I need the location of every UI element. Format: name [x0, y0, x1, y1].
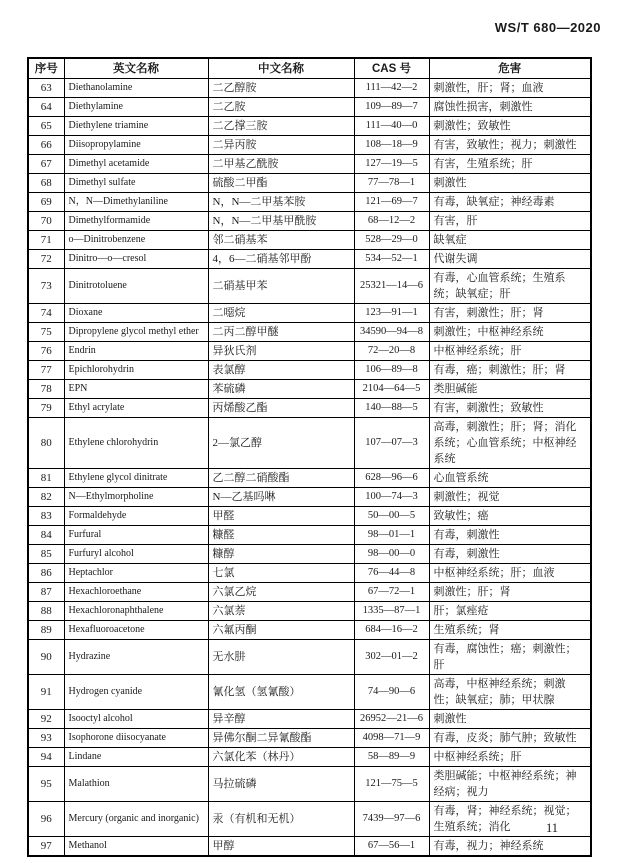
cell-index: 85: [28, 545, 64, 564]
table-row: [28, 488, 591, 507]
cell-hazard: 心血管系统: [429, 469, 591, 488]
cell-cas-number: 1335—87—1: [354, 602, 429, 621]
cell-english-name: Mercury (organic and inorganic): [64, 802, 208, 837]
cell-index: 74: [28, 304, 64, 323]
cell-hazard: 刺激性，肝；肾；血液: [429, 79, 591, 98]
cell-chinese-name: 二甲基乙酰胺: [208, 155, 354, 174]
cell-index: 67: [28, 155, 64, 174]
cell-english-name: Hydrazine: [64, 640, 208, 675]
cell-english-name: Hexachloroethane: [64, 583, 208, 602]
cell-cas-number: 123—91—1: [354, 304, 429, 323]
cell-index: 66: [28, 136, 64, 155]
cell-chinese-name: 甲醇: [208, 837, 354, 857]
cell-chinese-name: 七氯: [208, 564, 354, 583]
cell-index: 71: [28, 231, 64, 250]
cell-cas-number: 4098—71—9: [354, 729, 429, 748]
cell-index: 77: [28, 361, 64, 380]
cell-chinese-name: 六氟丙酮: [208, 621, 354, 640]
table-row: [28, 304, 591, 323]
cell-hazard: 有毒，缺氧症；神经毒素: [429, 193, 591, 212]
cell-english-name: Formaldehyde: [64, 507, 208, 526]
cell-english-name: Furfuryl alcohol: [64, 545, 208, 564]
cell-chinese-name: N，N—二甲基苯胺: [208, 193, 354, 212]
cell-index: 96: [28, 802, 64, 837]
table-row: [28, 583, 591, 602]
header-cell-english-name: 英文名称: [64, 58, 208, 79]
header-cell-cas-number: CAS 号: [354, 58, 429, 79]
cell-english-name: Epichlorohydrin: [64, 361, 208, 380]
cell-hazard: 高毒，刺激性；肝；肾；消化系统；心血管系统；中枢神经系统: [429, 418, 591, 469]
cell-hazard: 有毒，视力；神经系统: [429, 837, 591, 857]
cell-english-name: Diisopropylamine: [64, 136, 208, 155]
cell-english-name: Isooctyl alcohol: [64, 710, 208, 729]
chemicals-hazard-table: [27, 57, 592, 857]
cell-index: 82: [28, 488, 64, 507]
cell-chinese-name: 二乙胺: [208, 98, 354, 117]
table-row: [28, 136, 591, 155]
cell-index: 80: [28, 418, 64, 469]
cell-chinese-name: 六氯乙烷: [208, 583, 354, 602]
cell-hazard: 缺氧症: [429, 231, 591, 250]
cell-cas-number: 50—00—5: [354, 507, 429, 526]
cell-index: 89: [28, 621, 64, 640]
cell-cas-number: 34590—94—8: [354, 323, 429, 342]
standard-doc-code: WS/T 680—2020: [494, 20, 601, 35]
cell-english-name: Dimethyl sulfate: [64, 174, 208, 193]
cell-cas-number: 140—88—5: [354, 399, 429, 418]
cell-english-name: Dioxane: [64, 304, 208, 323]
cell-index: 97: [28, 837, 64, 857]
cell-hazard: 有毒，腐蚀性；癌；刺激性；肝: [429, 640, 591, 675]
cell-cas-number: 7439—97—6: [354, 802, 429, 837]
cell-chinese-name: 马拉硫磷: [208, 767, 354, 802]
cell-cas-number: 121—75—5: [354, 767, 429, 802]
cell-english-name: Lindane: [64, 748, 208, 767]
cell-cas-number: 100—74—3: [354, 488, 429, 507]
cell-english-name: Diethylene triamine: [64, 117, 208, 136]
cell-hazard: 有害，致敏性；视力；刺激性: [429, 136, 591, 155]
cell-english-name: Malathion: [64, 767, 208, 802]
table-row: [28, 98, 591, 117]
cell-index: 92: [28, 710, 64, 729]
cell-english-name: N，N—Dimethylaniline: [64, 193, 208, 212]
cell-cas-number: 108—18—9: [354, 136, 429, 155]
table-row: [28, 469, 591, 488]
cell-hazard: 刺激性；致敏性: [429, 117, 591, 136]
table-row: [28, 526, 591, 545]
table-row: [28, 269, 591, 304]
cell-index: 86: [28, 564, 64, 583]
table-row: [28, 545, 591, 564]
cell-cas-number: 111—40—0: [354, 117, 429, 136]
page-number: 11: [546, 821, 559, 835]
cell-cas-number: 2104—64—5: [354, 380, 429, 399]
cell-cas-number: 98—00—0: [354, 545, 429, 564]
table-row: [28, 361, 591, 380]
cell-english-name: Dinitro—o—cresol: [64, 250, 208, 269]
table-row: [28, 640, 591, 675]
cell-cas-number: 74—90—6: [354, 675, 429, 710]
cell-hazard: 中枢神经系统；肝: [429, 748, 591, 767]
table-row: [28, 564, 591, 583]
table-row: [28, 174, 591, 193]
table-row: [28, 193, 591, 212]
cell-index: 76: [28, 342, 64, 361]
cell-hazard: 致敏性；癌: [429, 507, 591, 526]
table-row: [28, 507, 591, 526]
cell-index: 90: [28, 640, 64, 675]
cell-hazard: 类胆碱能: [429, 380, 591, 399]
cell-cas-number: 68—12—2: [354, 212, 429, 231]
cell-hazard: 刺激性；视觉: [429, 488, 591, 507]
cell-chinese-name: 异狄氏剂: [208, 342, 354, 361]
table-row: [28, 250, 591, 269]
cell-chinese-name: 表氯醇: [208, 361, 354, 380]
cell-cas-number: 58—89—9: [354, 748, 429, 767]
table-row: [28, 323, 591, 342]
cell-chinese-name: 汞（有机和无机）: [208, 802, 354, 837]
table-row: [28, 837, 591, 857]
cell-cas-number: 26952—21—6: [354, 710, 429, 729]
cell-index: 73: [28, 269, 64, 304]
cell-cas-number: 684—16—2: [354, 621, 429, 640]
cell-index: 69: [28, 193, 64, 212]
cell-hazard: 有害，刺激性；肝；肾: [429, 304, 591, 323]
cell-chinese-name: 氰化氢（氢氰酸）: [208, 675, 354, 710]
table-row: [28, 802, 591, 837]
cell-hazard: 刺激性；肝；肾: [429, 583, 591, 602]
cell-index: 64: [28, 98, 64, 117]
cell-cas-number: 121—69—7: [354, 193, 429, 212]
cell-english-name: Heptachlor: [64, 564, 208, 583]
cell-chinese-name: 丙烯酸乙酯: [208, 399, 354, 418]
cell-chinese-name: 硫酸二甲酯: [208, 174, 354, 193]
cell-hazard: 类胆碱能；中枢神经系统；神经病；视力: [429, 767, 591, 802]
cell-hazard: 有毒，癌；刺激性；肝；肾: [429, 361, 591, 380]
cell-english-name: Diethanolamine: [64, 79, 208, 98]
cell-chinese-name: 二异丙胺: [208, 136, 354, 155]
cell-cas-number: 77—78—1: [354, 174, 429, 193]
cell-cas-number: 534—52—1: [354, 250, 429, 269]
cell-cas-number: 111—42—2: [354, 79, 429, 98]
cell-english-name: N—Ethylmorpholine: [64, 488, 208, 507]
cell-hazard: 有毒，肾；神经系统；视觉；生殖系统；消化: [429, 802, 591, 837]
table-row: [28, 729, 591, 748]
cell-hazard: 刺激性；中枢神经系统: [429, 323, 591, 342]
cell-hazard: 腐蚀性损害，刺激性: [429, 98, 591, 117]
cell-cas-number: 72—20—8: [354, 342, 429, 361]
cell-hazard: 中枢神经系统；肝；血液: [429, 564, 591, 583]
cell-english-name: Ethylene glycol dinitrate: [64, 469, 208, 488]
table-row: [28, 342, 591, 361]
cell-index: 75: [28, 323, 64, 342]
cell-index: 91: [28, 675, 64, 710]
table-body: [28, 79, 591, 857]
cell-cas-number: 76—44—8: [354, 564, 429, 583]
cell-hazard: 有害，刺激性；致敏性: [429, 399, 591, 418]
cell-chinese-name: 无水肼: [208, 640, 354, 675]
table-row: [28, 155, 591, 174]
table-row: [28, 212, 591, 231]
table-row: [28, 380, 591, 399]
table-row: [28, 79, 591, 98]
table-row: [28, 602, 591, 621]
cell-english-name: Hydrogen cyanide: [64, 675, 208, 710]
cell-index: 84: [28, 526, 64, 545]
cell-cas-number: 109—89—7: [354, 98, 429, 117]
cell-chinese-name: 4，6—二硝基邻甲酚: [208, 250, 354, 269]
cell-index: 88: [28, 602, 64, 621]
table-row: [28, 231, 591, 250]
cell-cas-number: 528—29—0: [354, 231, 429, 250]
table-row: [28, 748, 591, 767]
cell-english-name: Ethyl acrylate: [64, 399, 208, 418]
cell-index: 70: [28, 212, 64, 231]
cell-index: 83: [28, 507, 64, 526]
cell-chinese-name: 二乙醇胺: [208, 79, 354, 98]
cell-chinese-name: 异佛尔酮二异氰酸酯: [208, 729, 354, 748]
cell-english-name: Dimethylformamide: [64, 212, 208, 231]
cell-chinese-name: 糠醇: [208, 545, 354, 564]
cell-hazard: 肝；氯痤疮: [429, 602, 591, 621]
cell-index: 95: [28, 767, 64, 802]
cell-index: 65: [28, 117, 64, 136]
table-row: [28, 675, 591, 710]
cell-chinese-name: 苯硫磷: [208, 380, 354, 399]
cell-english-name: Ethylene chlorohydrin: [64, 418, 208, 469]
cell-chinese-name: 乙二醇二硝酸酯: [208, 469, 354, 488]
cell-english-name: Dipropylene glycol methyl ether: [64, 323, 208, 342]
cell-hazard: 代谢失调: [429, 250, 591, 269]
cell-index: 93: [28, 729, 64, 748]
table-row: [28, 621, 591, 640]
cell-english-name: Dinitrotoluene: [64, 269, 208, 304]
cell-english-name: Dimethyl acetamide: [64, 155, 208, 174]
cell-index: 78: [28, 380, 64, 399]
cell-hazard: 刺激性: [429, 174, 591, 193]
cell-hazard: 有害，生殖系统；肝: [429, 155, 591, 174]
cell-index: 63: [28, 79, 64, 98]
cell-hazard: 有毒，刺激性: [429, 545, 591, 564]
header-cell-index: 序号: [28, 58, 64, 79]
cell-cas-number: 98—01—1: [354, 526, 429, 545]
cell-index: 79: [28, 399, 64, 418]
table-row: [28, 418, 591, 469]
cell-cas-number: 302—01—2: [354, 640, 429, 675]
cell-chinese-name: 邻二硝基苯: [208, 231, 354, 250]
cell-cas-number: 67—56—1: [354, 837, 429, 857]
cell-hazard: 刺激性: [429, 710, 591, 729]
cell-english-name: EPN: [64, 380, 208, 399]
cell-english-name: Furfural: [64, 526, 208, 545]
cell-cas-number: 127—19—5: [354, 155, 429, 174]
cell-chinese-name: 甲醛: [208, 507, 354, 526]
cell-chinese-name: 糠醛: [208, 526, 354, 545]
table-header: [28, 58, 591, 79]
cell-index: 72: [28, 250, 64, 269]
cell-hazard: 有毒，心血管系统；生殖系统；缺氧症；肝: [429, 269, 591, 304]
cell-cas-number: 628—96—6: [354, 469, 429, 488]
cell-cas-number: 106—89—8: [354, 361, 429, 380]
table-row: [28, 117, 591, 136]
cell-hazard: 高毒，中枢神经系统；刺激性；缺氧症；肺；甲状腺: [429, 675, 591, 710]
cell-index: 94: [28, 748, 64, 767]
cell-chinese-name: 二噁烷: [208, 304, 354, 323]
cell-hazard: 有害，肝: [429, 212, 591, 231]
cell-index: 68: [28, 174, 64, 193]
cell-chinese-name: 异辛醇: [208, 710, 354, 729]
cell-chinese-name: N—乙基吗啉: [208, 488, 354, 507]
cell-index: 81: [28, 469, 64, 488]
table-row: [28, 399, 591, 418]
cell-hazard: 有毒，刺激性: [429, 526, 591, 545]
table-header-row: [28, 58, 591, 79]
cell-chinese-name: 2—氯乙醇: [208, 418, 354, 469]
header-cell-chinese-name: 中文名称: [208, 58, 354, 79]
table-row: [28, 767, 591, 802]
cell-chinese-name: 二硝基甲苯: [208, 269, 354, 304]
header-cell-hazard: 危害: [429, 58, 591, 79]
cell-index: 87: [28, 583, 64, 602]
cell-hazard: 生殖系统；肾: [429, 621, 591, 640]
cell-english-name: Hexachloronaphthalene: [64, 602, 208, 621]
cell-english-name: Isophorone diisocyanate: [64, 729, 208, 748]
cell-english-name: Methanol: [64, 837, 208, 857]
cell-chinese-name: 六氯化苯（林丹）: [208, 748, 354, 767]
cell-cas-number: 25321—14—6: [354, 269, 429, 304]
table-row: [28, 710, 591, 729]
cell-hazard: 中枢神经系统；肝: [429, 342, 591, 361]
cell-cas-number: 107—07—3: [354, 418, 429, 469]
cell-chinese-name: 六氯萘: [208, 602, 354, 621]
cell-chinese-name: 二丙二醇甲醚: [208, 323, 354, 342]
cell-chinese-name: N，N—二甲基甲酰胺: [208, 212, 354, 231]
cell-english-name: Endrin: [64, 342, 208, 361]
cell-cas-number: 67—72—1: [354, 583, 429, 602]
cell-english-name: o—Dinitrobenzene: [64, 231, 208, 250]
cell-hazard: 有毒，皮炎；肺气肿；致敏性: [429, 729, 591, 748]
cell-english-name: Diethylamine: [64, 98, 208, 117]
cell-chinese-name: 二乙撑三胺: [208, 117, 354, 136]
cell-english-name: Hexafluoroacetone: [64, 621, 208, 640]
